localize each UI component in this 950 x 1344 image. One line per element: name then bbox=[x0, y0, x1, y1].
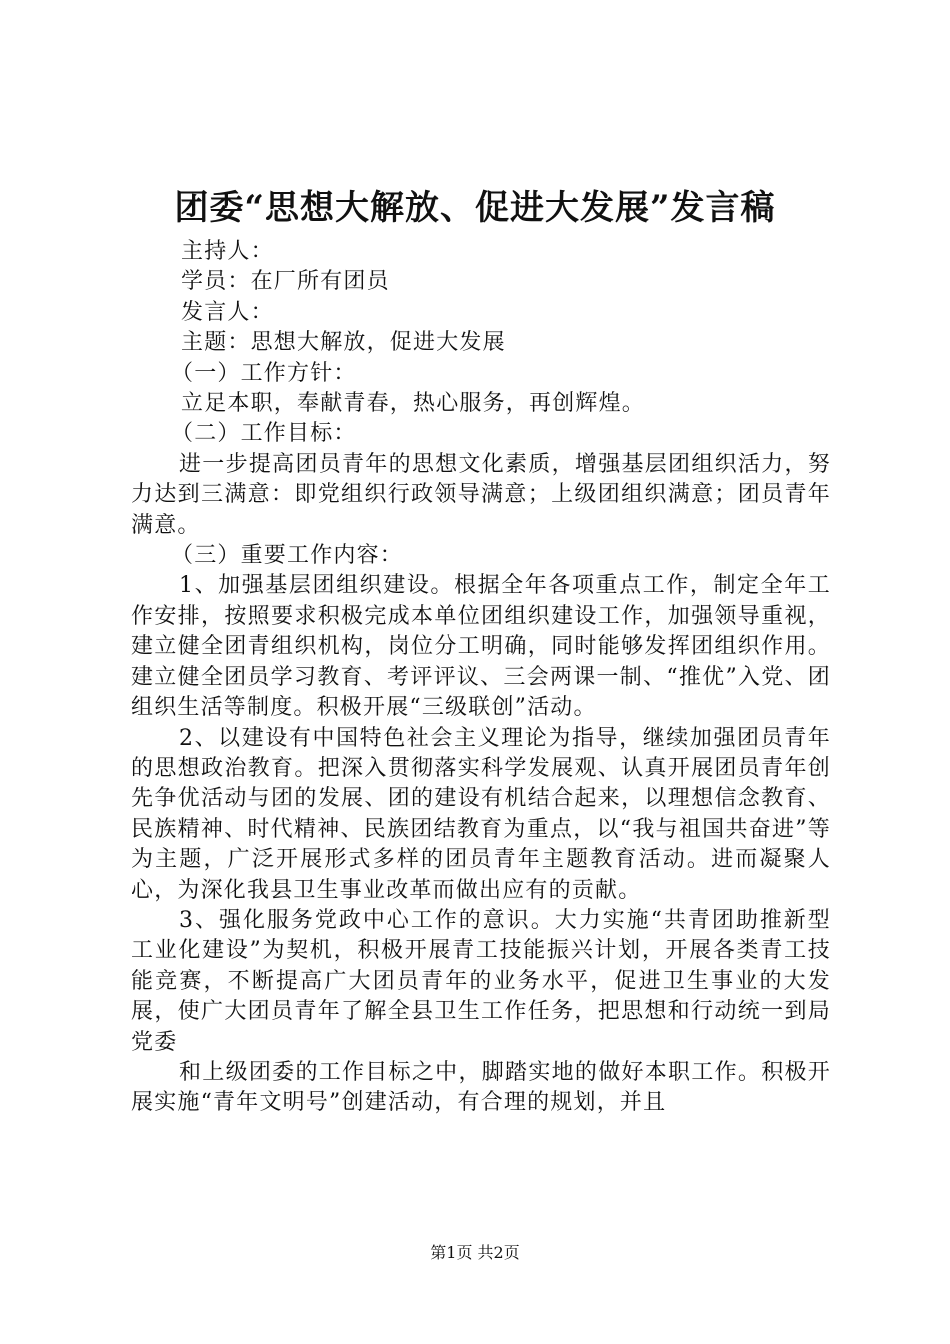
item3-paragraph: 3、强化服务党政中心工作的意识。大力实施“共青团助推新型工业化建设”为契机，积极开展青工技能振兴计划，开展各类青工技能竞赛，不断提高广大团员青年的业务水平，促进卫生事业的大发展，使广大团员青年了解全县卫生工作任务，把思想和行动统一到局党委 bbox=[131, 907, 831, 1055]
section2-text: 进一步提高团员青年的思想文化素质，增强基层团组织活力，努力达到三满意：即党组织行政领导满意；上级团组织满意；团员青年满意。 bbox=[131, 451, 831, 538]
host-line: 主持人： bbox=[181, 239, 274, 264]
page-footer: 第1页 共2页 bbox=[430, 1243, 520, 1262]
members-line: 学员：在厂所有团员 bbox=[181, 269, 390, 295]
section2-heading: （二）工作目标： bbox=[171, 421, 357, 447]
theme-line: 主题：思想大解放，促进大发展 bbox=[181, 330, 506, 356]
item2-paragraph: 2、以建设有中国特色社会主义理论为指导，继续加强团员青年的思想政治教育。把深入贯彻落实科学发展观、认真开展团员青年创先争优活动与团的发展、团的建设有机结合起来，以理想信念教育、民族精神、时代精神、民族团结教育为重点，以“我与祖国共奋进”等为主题，广泛开展形式多样的团员青年主题教育活动。进而凝聚人心，为深化我县卫生事业改革而做出应有的贡献。 bbox=[131, 725, 831, 903]
speaker-line: 发言人： bbox=[181, 299, 274, 325]
section1-heading: （一）工作方针： bbox=[171, 360, 357, 386]
section3-heading: （三）重要工作内容： bbox=[171, 543, 404, 569]
document-body bbox=[131, 237, 831, 1119]
document-title: 团委“思想大解放、促进大发展”发言稿 bbox=[174, 188, 776, 228]
item1-paragraph: 1、加强基层团组织建设。根据全年各项重点工作，制定全年工作安排，按照要求积极完成本单位团组织建设工作，加强领导重视，建立健全团青组织机构，岗位分工明确，同时能够发挥团组织作用。建立健全团员学习教育、考评评议、三会两课一制、“推优”入党、团组织生活等制度。积极开展“三级联创”活动。 bbox=[131, 573, 831, 721]
section1-text: 立足本职，奉献青春，热心服务，再创辉煌。 bbox=[181, 391, 646, 417]
continuation-paragraph: 和上级团委的工作目标之中，脚踏实地的做好本职工作。积极开展实施“青年文明号”创建活动，有合理的规划，并且 bbox=[131, 1059, 831, 1116]
